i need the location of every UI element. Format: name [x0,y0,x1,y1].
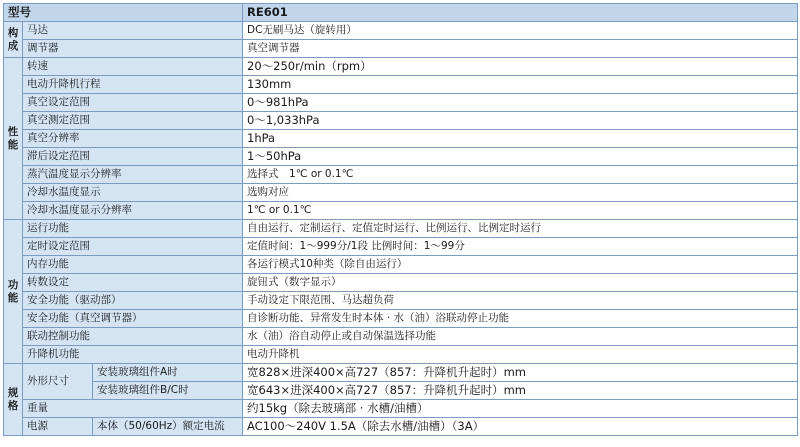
row-label: 调节器 [23,40,243,58]
row-value: 20～250r/min（rpm） [243,58,798,76]
row-label: 真空测定范围 [23,112,243,130]
row-value: 自由运行、定制运行、定值定时运行、比例运行、比例定时运行 [243,220,798,238]
row-label: 滞后设定范围 [23,148,243,166]
table-row [4,310,798,328]
row-label: 真空设定范围 [23,94,243,112]
table-row [4,76,798,94]
row-value: 自诊断功能、异常发生时本体 · 水（油）浴联动停止功能 [243,310,798,328]
row-value: 水（油）浴自动停止或自动保温选择功能 [243,328,798,346]
section-functions: 功能 [4,220,23,364]
row-value: 选购对应 [243,184,798,202]
row-label: 电源 [23,418,93,436]
model-label: 型号 [4,4,243,22]
row-label: 运行功能 [23,220,243,238]
table-row [4,148,798,166]
row-label: 升降机功能 [23,346,243,364]
row-value: 130mm [243,76,798,94]
table-row [4,130,798,148]
row-value: 宽643×进深400×高727（857：升降机升起时）mm [243,382,798,400]
table-row [4,274,798,292]
section-composition: 构成 [4,22,23,58]
dimensions-label: 外形尺寸 [23,364,93,400]
row-label: 定时设定范围 [23,238,243,256]
row-value: 1～50hPa [243,148,798,166]
row-label: 冷却水温度显示 [23,184,243,202]
row-value: 0～981hPa [243,94,798,112]
row-label: 冷却水温度显示分辨率 [23,202,243,220]
row-sublabel: 安装玻璃组件B/C时 [93,382,243,400]
row-value: AC100～240V 1.5A（除去水槽/油槽）（3A） [243,418,798,436]
table-row [4,220,798,238]
table-row [4,364,798,382]
row-label: 安全功能（真空调节器） [23,310,243,328]
section-specs: 规格 [4,364,23,436]
table-row [4,418,798,436]
row-label: 安全功能（驱动部） [23,292,243,310]
header-row [4,4,798,22]
row-label: 电动升降机行程 [23,76,243,94]
table-row [4,58,798,76]
row-sublabel: 安装玻璃组件A时 [93,364,243,382]
section-performance: 性能 [4,58,23,220]
row-value: 手动设定下限范围、马达超负荷 [243,292,798,310]
row-sublabel: 本体（50/60Hz）额定电流 [93,418,243,436]
row-label: 重量 [23,400,243,418]
row-value: 选择式 1℃ or 0.1℃ [243,166,798,184]
row-value: 1hPa [243,130,798,148]
table-row [4,40,798,58]
row-label: 转速 [23,58,243,76]
table-row [4,202,798,220]
table-row [4,166,798,184]
row-label: 联动控制功能 [23,328,243,346]
table-row [4,382,798,400]
table-row [4,400,798,418]
row-value: 电动升降机 [243,346,798,364]
table-row [4,22,798,40]
table-row [4,238,798,256]
table-row [4,346,798,364]
table-row [4,328,798,346]
table-row [4,94,798,112]
row-value: 1℃ or 0.1℃ [243,202,798,220]
row-value: 约15kg（除去玻璃部 · 水槽/油槽） [243,400,798,418]
row-label: 马达 [23,22,243,40]
row-value: DC无刷马达（旋转用） [243,22,798,40]
row-value: 定值时间：1～999分/1段 比例时间：1～99分 [243,238,798,256]
row-label: 真空分辨率 [23,130,243,148]
model-value: RE601 [243,4,798,22]
table-row [4,292,798,310]
row-value: 旋钮式（数字显示） [243,274,798,292]
row-label: 蒸汽温度显示分辨率 [23,166,243,184]
row-value: 各运行模式10种类（除自由运行） [243,256,798,274]
row-value: 宽828×进深400×高727（857：升降机升起时）mm [243,364,798,382]
row-value: 0～1,033hPa [243,112,798,130]
row-label: 转数设定 [23,274,243,292]
row-label: 内存功能 [23,256,243,274]
table-row [4,184,798,202]
spec-table [3,3,798,436]
table-row [4,112,798,130]
table-row [4,256,798,274]
row-value: 真空调节器 [243,40,798,58]
